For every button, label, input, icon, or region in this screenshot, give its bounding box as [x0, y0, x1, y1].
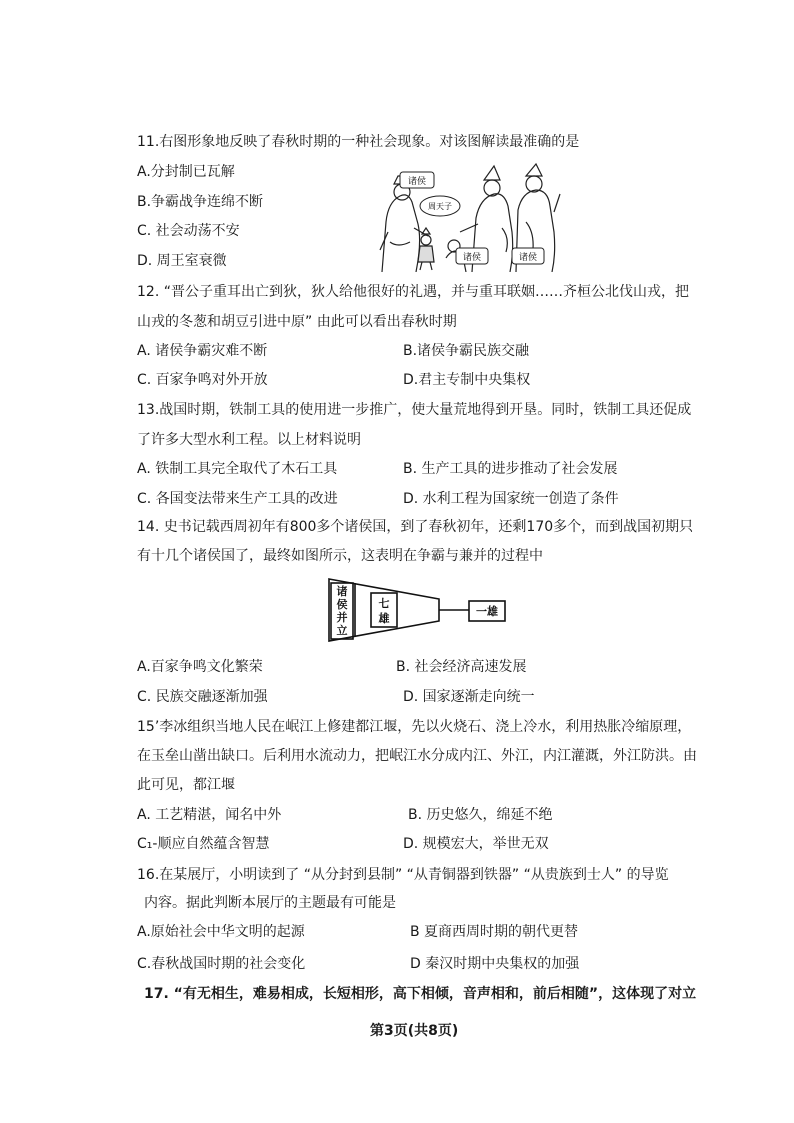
- q16-option-a: A.原始社会中华文明的起源: [137, 924, 305, 940]
- q14-option-c: C. 民族交融逐渐加强: [137, 689, 268, 705]
- q16-line-2: 内容。据此判断本展厅的主题最有可能是: [144, 895, 396, 911]
- q13-option-a: A. 铁制工具完全取代了木石工具: [137, 461, 338, 477]
- q15-option-b: B. 历史悠久，绵延不绝: [408, 807, 553, 823]
- q14-middle-char-2: 雄: [378, 612, 390, 625]
- q13-option-d: D. 水利工程为国家统一创造了条件: [403, 491, 619, 507]
- q12-option-b: B.诸侯争霸民族交融: [403, 343, 530, 359]
- q14-option-b: B. 社会经济高速发展: [396, 659, 527, 675]
- q15-option-c: C₁-顺应自然蕴含智慧: [137, 836, 270, 852]
- q14-middle-char-1: 七: [378, 597, 390, 610]
- q14-funnel-figure: [327, 577, 507, 643]
- q11-option-d: D. 周王室衰微: [137, 253, 227, 269]
- q11-label-top: 诸侯: [407, 177, 427, 187]
- q12-option-c: C. 百家争鸣对外开放: [137, 372, 268, 388]
- q14-left-char-4: 立: [336, 624, 348, 637]
- q12-option-a: A. 诸侯争霸灾难不断: [137, 343, 268, 359]
- q14-right-label: 一雄: [476, 605, 498, 618]
- q11-option-c: C. 社会动荡不安: [137, 223, 240, 239]
- q11-cartoon-figure: [376, 162, 562, 272]
- q12-line-1: 12. “晋公子重耳出亡到狄，狄人给他很好的礼遇，并与重耳联姻……齐桓公北伐山戎，把: [137, 284, 689, 300]
- q11-label-bottom-left: 诸侯: [462, 253, 482, 263]
- q13-line-2: 了许多大型水利工程。以上材料说明: [137, 432, 361, 448]
- q13-option-c: C. 各国变法带来生产工具的改进: [137, 491, 338, 507]
- q14-option-d: D. 国家逐渐走向统一: [403, 689, 535, 705]
- q14-option-a: A.百家争鸣文化繁荣: [137, 659, 263, 675]
- q16-line-1: 16.在某展厅，小明读到了 “从分封到县制” “从青铜器到铁器” “从贵族到士人” 的导览: [137, 867, 669, 883]
- q15-line-3: 此可见，都江堰: [137, 777, 235, 793]
- q15-option-a: A. 工艺精湛，闻名中外: [137, 807, 282, 823]
- q14-line-1: 14. 史书记载西周初年有800多个诸侯国，到了春秋初年，还剩170多个，而到战国初期只: [137, 519, 694, 535]
- q16-option-c: C.春秋战国时期的社会变化: [137, 956, 306, 972]
- q17-line-1: 17. “有无相生，难易相成，长短相形，高下相倾，音声相和，前后相随”，这体现了对立: [144, 986, 697, 1002]
- q14-left-char-2: 侯: [336, 598, 348, 611]
- q14-left-char-1: 诸: [336, 585, 348, 598]
- q11-stem: 11.右图形象地反映了春秋时期的一种社会现象。对该图解读最准确的是: [137, 134, 580, 150]
- q12-line-2: 山戎的冬葱和胡豆引进中原” 由此可以看出春秋时期: [137, 314, 457, 330]
- q14-left-char-3: 并: [336, 611, 348, 624]
- q14-line-2: 有十几个诸侯国了，最终如图所示，这表明在争霸与兼并的过程中: [137, 548, 543, 564]
- q12-option-d: D.君主专制中央集权: [403, 372, 531, 388]
- q11-option-b: B.争霸战争连绵不断: [137, 194, 264, 210]
- q11-label-bottom-right: 诸侯: [518, 253, 538, 263]
- q13-line-1: 13.战国时期，铁制工具的使用进一步推广，使大量荒地得到开垦。同时，铁制工具还促成: [137, 402, 692, 418]
- q15-line-2: 在玉垒山凿出缺口。后利用水流动力，把岷江水分成内江、外江，内江灌溉，外江防洪。由: [137, 748, 697, 764]
- q15-option-d: D. 规模宏大，举世无双: [403, 836, 549, 852]
- page-footer: 第3页(共8页): [370, 1023, 459, 1039]
- q11-option-a: A.分封制已瓦解: [137, 164, 235, 180]
- q16-option-d: D 秦汉时期中央集权的加强: [410, 956, 580, 972]
- q13-option-b: B. 生产工具的进步推动了社会发展: [403, 461, 618, 477]
- q15-line-1: 15’李冰组织当地人民在岷江上修建都江堰，先以火烧石、浇上冷水，利用热胀冷缩原理，: [137, 719, 692, 735]
- q16-option-b: B 夏商西周时期的朝代更替: [410, 924, 579, 940]
- q11-label-center: 周天子: [428, 202, 452, 211]
